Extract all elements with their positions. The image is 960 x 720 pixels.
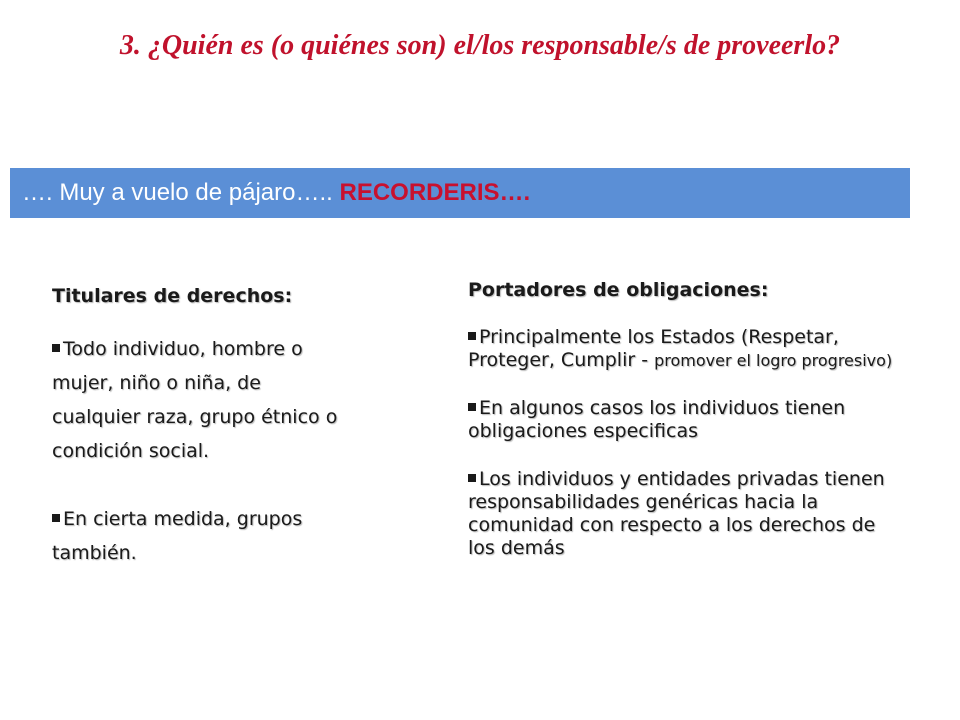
square-bullet-icon xyxy=(468,403,476,411)
list-item xyxy=(468,397,898,443)
square-bullet-icon xyxy=(52,344,60,352)
banner-accent: RECORDERIS…. xyxy=(339,179,531,206)
list-item-text: En cierta medida, grupos también. xyxy=(52,508,303,564)
square-bullet-icon xyxy=(52,514,60,522)
list-item xyxy=(468,326,898,372)
list-item xyxy=(52,502,352,570)
list-item-text: Los individuos y entidades privadas tienen responsabilidades genéricas hacia la comunidad con respecto a los derechos de los demás xyxy=(468,468,885,559)
list-item xyxy=(468,468,898,560)
rights-holders-column xyxy=(52,282,352,604)
list-item-text: Principalmente los Estados (Respetar, Proteger, Cumplir - xyxy=(468,326,839,371)
slide-title: 3. ¿Quién es (o quiénes son) el/los responsable/s de proveerlo? xyxy=(119,30,841,61)
square-bullet-icon xyxy=(468,474,476,482)
duty-bearers-heading: Portadores de obligaciones: xyxy=(468,279,769,301)
list-item xyxy=(52,332,352,468)
square-bullet-icon xyxy=(468,332,476,340)
duty-bearers-column xyxy=(468,276,898,585)
list-item-subtext: promover el logro progresivo) xyxy=(654,351,893,370)
banner-lead: …. Muy a vuelo de pájaro….. xyxy=(22,179,340,206)
banner xyxy=(10,168,910,218)
list-item-text: Todo individuo, hombre o mujer, niño o niña, de cualquier raza, grupo étnico o condición social. xyxy=(52,338,338,462)
list-item-text: En algunos casos los individuos tienen obligaciones especificas xyxy=(468,397,846,442)
rights-holders-heading: Titulares de derechos: xyxy=(52,285,293,307)
